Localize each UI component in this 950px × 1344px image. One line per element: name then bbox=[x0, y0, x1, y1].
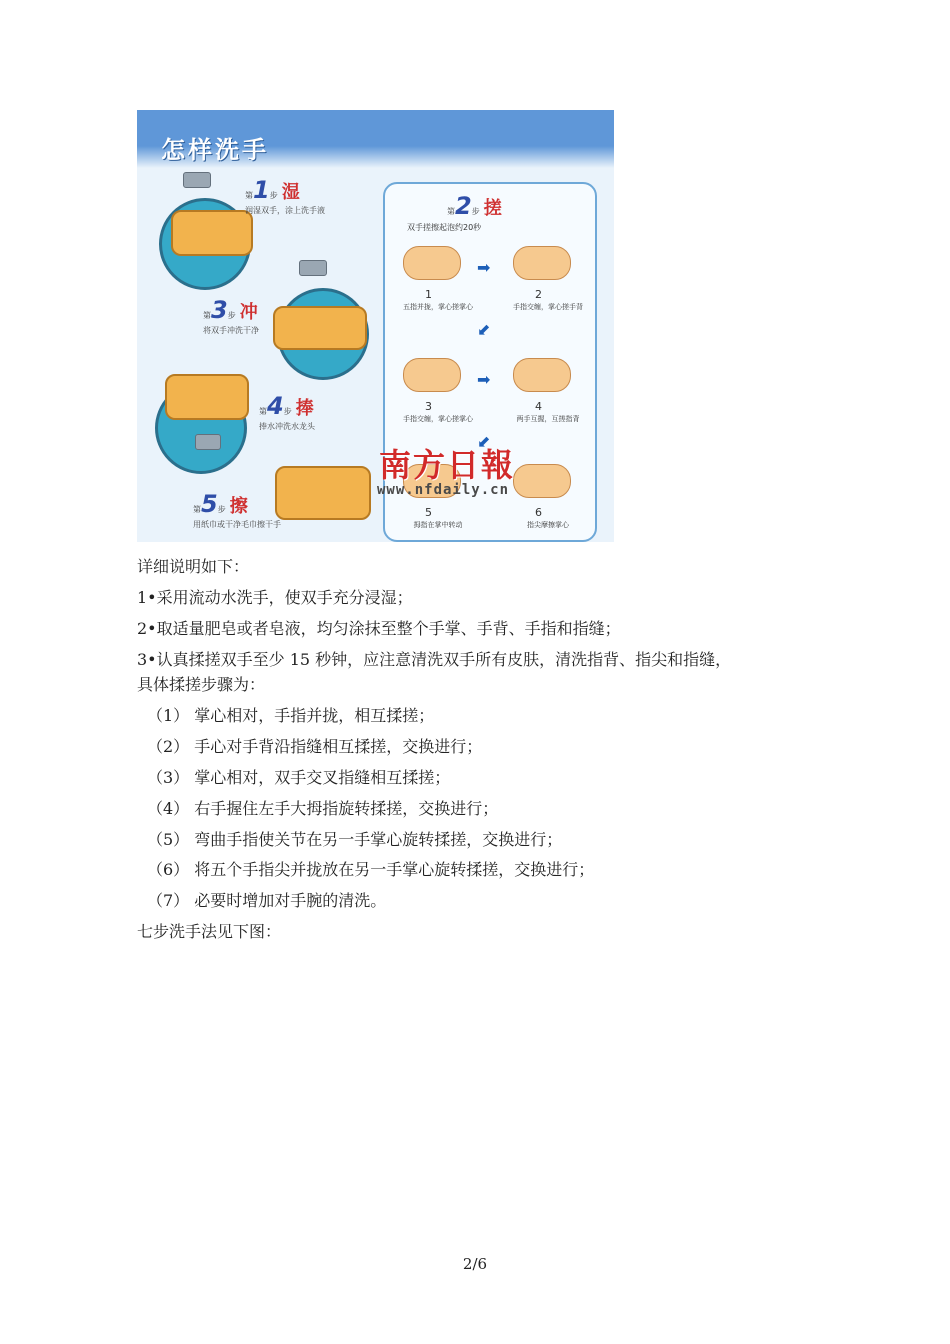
rub-step-illustration: 2 手指交缠，掌心搓手背 bbox=[507, 236, 577, 286]
step-5-label: 第5步 擦 用纸巾或干净毛巾擦干手 bbox=[193, 490, 281, 529]
rub-step-illustration: 1 五指并拢，掌心搓掌心 bbox=[397, 236, 467, 286]
step-1-label: 第1步 湿 润湿双手，涂上洗手液 bbox=[245, 176, 325, 215]
faucet-icon bbox=[183, 172, 211, 188]
paragraph-2: 2•取适量肥皂或者皂液，均匀涂抹至整个手掌、手背、手指和指缝； bbox=[137, 619, 621, 638]
faucet-icon bbox=[195, 434, 221, 450]
intro-line: 详细说明如下： bbox=[137, 557, 250, 576]
arrow-down-left-icon: ⬋ bbox=[477, 432, 491, 451]
paragraph-1: 1•采用流动水洗手，使双手充分浸湿； bbox=[137, 588, 413, 607]
poster-title: 怎样洗手 bbox=[161, 136, 269, 164]
rub-step-illustration: 6 指尖摩擦掌心 bbox=[507, 454, 577, 504]
paragraph-3-line-1: 3•认真揉搓双手至少 15 秒钟，应注意清洗双手所有皮肤，清洗指背、指尖和指缝， bbox=[137, 650, 732, 669]
rub-step-illustration: 3 手指交缠，掌心搓掌心 bbox=[397, 348, 467, 398]
arrow-right-icon: ➡ bbox=[477, 370, 491, 389]
hand-illustration bbox=[165, 374, 249, 420]
list-item: （6） 将五个手指尖并拢放在另一手掌心旋转揉搓，交换进行； bbox=[147, 860, 595, 879]
rub-step-illustration: 5 拇指在掌中转动 bbox=[397, 454, 467, 504]
poster-left-panel bbox=[149, 172, 375, 538]
list-item: （7） 必要时增加对手腕的清洗。 bbox=[147, 891, 387, 910]
closing-line: 七步洗手法见下图： bbox=[137, 922, 282, 941]
arrow-right-icon: ➡ bbox=[477, 258, 491, 277]
newspaper-watermark: 南方日報 bbox=[379, 446, 516, 484]
list-item: （1） 掌心相对，手指并拢，相互揉搓； bbox=[147, 706, 435, 725]
list-item: （4） 右手握住左手大拇指旋转揉搓，交换进行； bbox=[147, 799, 499, 818]
list-item: （5） 弯曲手指使关节在另一手掌心旋转揉搓，交换进行； bbox=[147, 830, 563, 849]
step-4-label: 第4步 捧 捧水冲洗水龙头 bbox=[259, 392, 315, 431]
step-2-subtitle: 双手搓擦起泡约20秒 bbox=[407, 223, 482, 232]
list-item: （3） 掌心相对，双手交叉指缝相互揉搓； bbox=[147, 768, 451, 787]
faucet-icon bbox=[299, 260, 327, 276]
hand-illustration bbox=[275, 466, 371, 520]
page-number: 2/6 bbox=[462, 1255, 488, 1273]
hand-illustration bbox=[171, 210, 253, 256]
rub-step-illustration: 4 两手互握，互搓指背 bbox=[507, 348, 577, 398]
handwashing-poster bbox=[137, 110, 614, 542]
step-2-label: 第2步 搓 bbox=[447, 192, 502, 220]
list-item: （2） 手心对手背沿指缝相互揉搓，交换进行； bbox=[147, 737, 483, 756]
paragraph-3-line-2: 具体揉搓步骤为： bbox=[137, 675, 266, 694]
hand-illustration bbox=[273, 306, 367, 350]
arrow-down-left-icon: ⬋ bbox=[477, 320, 491, 339]
step-3-label: 第3步 冲 将双手冲洗干净 bbox=[203, 296, 259, 335]
watermark-url: www.nfdaily.cn bbox=[377, 482, 510, 498]
